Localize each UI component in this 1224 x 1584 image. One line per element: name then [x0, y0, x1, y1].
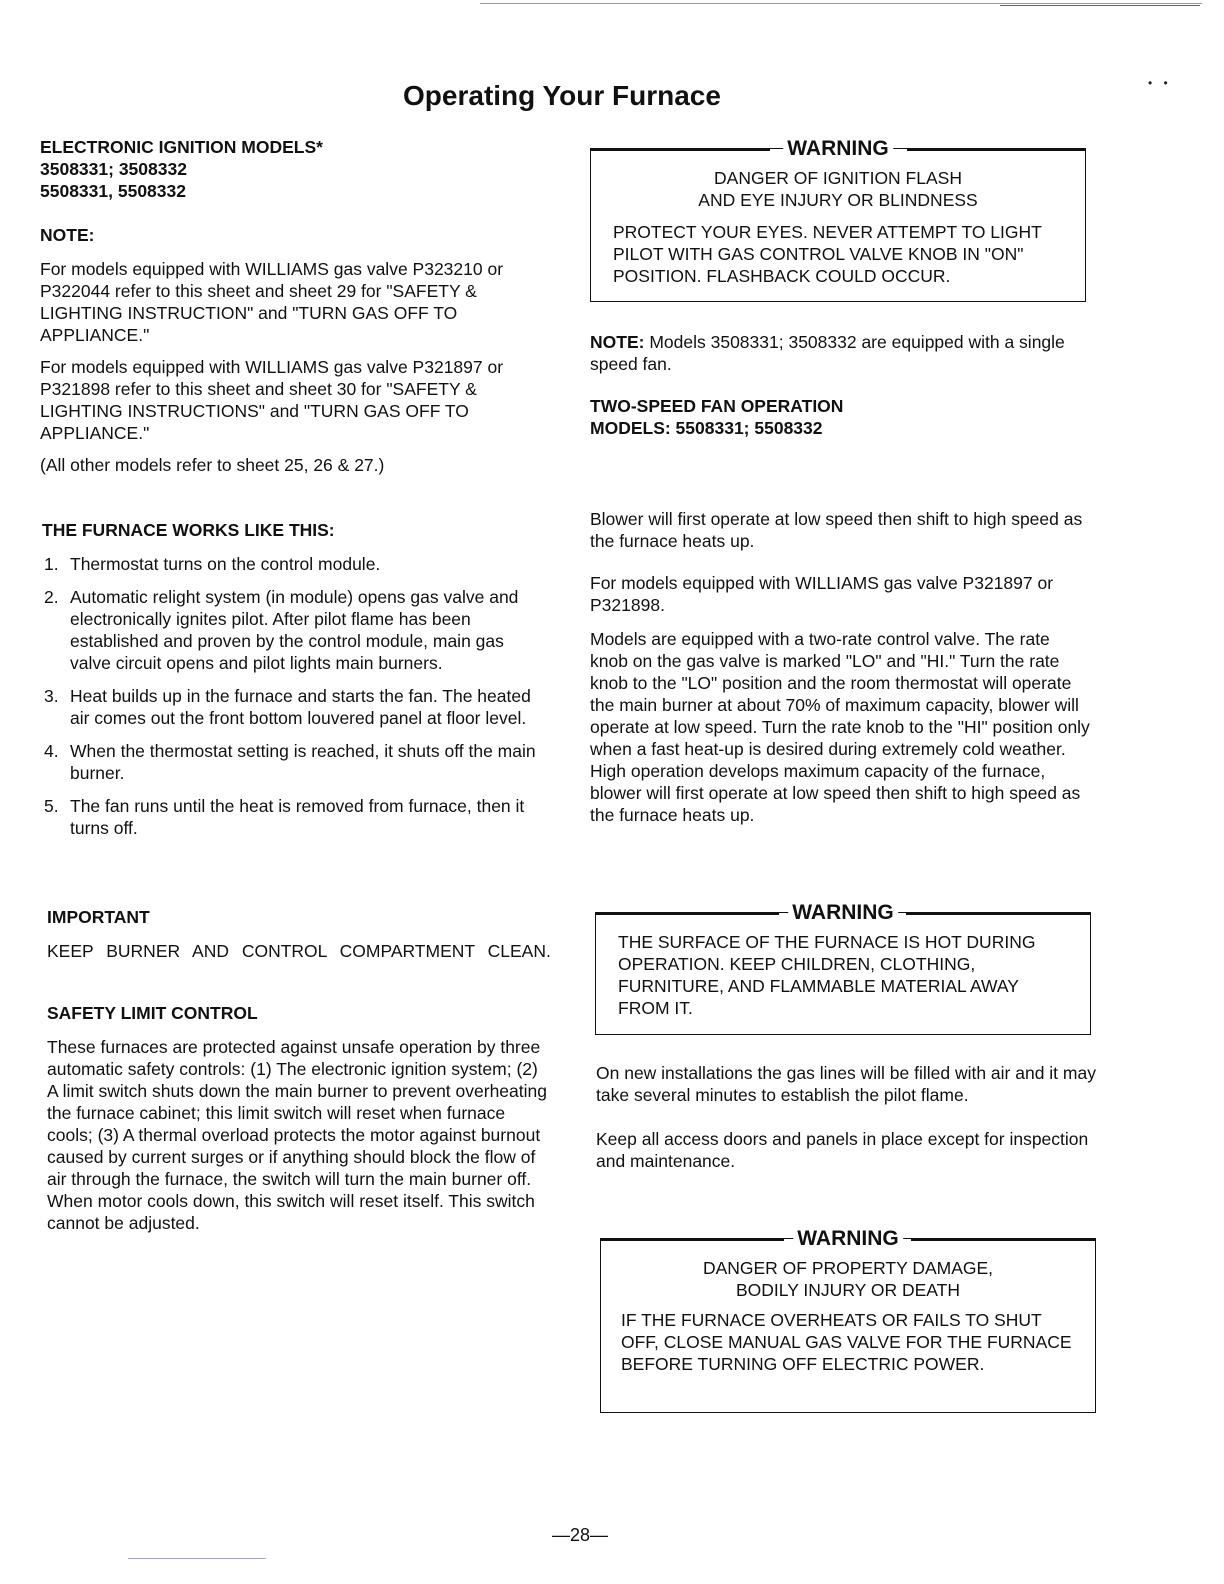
single-speed-note: NOTE: Models 3508331; 3508332 are equipped with a single speed fan.: [590, 332, 1065, 374]
left-column-top: [40, 136, 548, 476]
williams-text: For models equipped with WILLIAMS gas valve P321897 or P321898.: [590, 573, 1054, 615]
warning-label: WARNING: [783, 138, 893, 160]
warning-line-1: DANGER OF IGNITION FLASH: [714, 168, 962, 188]
important-heading: IMPORTANT: [47, 907, 150, 927]
right-column-top: [590, 331, 1090, 439]
warning-label: WARNING: [788, 902, 898, 924]
safety-heading: SAFETY LIMIT CONTROL: [47, 1003, 258, 1023]
note-label: NOTE:: [590, 332, 645, 352]
warning-header: [591, 138, 1085, 160]
corner-marks: • •: [1148, 76, 1172, 90]
top-scan-line-2: [1000, 5, 1200, 6]
warning-box-overheat: [600, 1227, 1096, 1413]
warning-header: [601, 1228, 1095, 1250]
list-item: 3. Heat builds up in the furnace and starts the fan. The heated air comes out the front bottom louvered panel at floor level.: [44, 686, 531, 728]
two-speed-heading: TWO-SPEED FAN OPERATION: [590, 396, 844, 416]
warning-body: THE SURFACE OF THE FURNACE IS HOT DURING OPERATION. KEEP CHILDREN, CLOTHING, FURNITURE, AND FLAMMABLE MATERIAL AWAY FROM IT.: [618, 932, 1036, 1018]
left-column-bottom: [47, 906, 551, 1234]
models-line-2: 5508331, 5508332: [40, 181, 186, 201]
page-number: —28—: [551, 1525, 609, 1545]
warning-label: WARNING: [793, 1228, 903, 1250]
top-scan-line: [480, 3, 1202, 4]
warning-line-2: BODILY INJURY OR DEATH: [736, 1280, 960, 1300]
steps-list: [42, 553, 548, 839]
right-column-lower: [596, 1062, 1096, 1172]
note-paragraph-2: For models equipped with WILLIAMS gas valve P321897 or P321898 refer to this sheet and sheet 30 for "SAFETY & LIGHTING INSTRUCTIONS" and "TURN GAS OFF TO APPLIANCE.": [40, 357, 504, 443]
gas-lines-text: On new installations the gas lines will be filled with air and it may take several minutes to establish the pilot flame.: [596, 1063, 1096, 1105]
warning-line-2: AND EYE INJURY OR BLINDNESS: [698, 190, 978, 210]
two-rate-text: Models are equipped with a two-rate control valve. The rate knob on the gas valve is marked "LO" and "HI." Turn the rate knob to the "LO" position and the room thermostat will operate the main burner at about 70% of maximum capacity, blower will operate at low speed. Turn the rate knob to the "HI" position only when a fast heat-up is desired during extremely cold weather. High operation develops maximum capacity of the furnace, blower will first operate at low speed then shift to high speed as the furnace heats up.: [590, 629, 1090, 825]
left-column-works: [42, 519, 548, 850]
page-title: Operating Your Furnace: [403, 80, 721, 111]
warning-box-hot-surface: [595, 901, 1091, 1035]
access-doors-text: Keep all access doors and panels in place except for inspection and maintenance.: [596, 1129, 1089, 1171]
list-item: 5. The fan runs until the heat is removed from furnace, then it turns off.: [44, 796, 525, 838]
right-column-mid: [590, 508, 1090, 826]
models-line-1: 3508331; 3508332: [40, 159, 187, 179]
list-item: 1. Thermostat turns on the control module.: [44, 554, 381, 574]
list-item: 4. When the thermostat setting is reached, it shuts off the main burner.: [44, 741, 536, 783]
safety-text: These furnaces are protected against unsafe operation by three automatic safety controls: (1) The electronic ignition system; (2) A limit switch shuts down the main burner to prevent overheating the furnace cabinet; this limit switch will reset when furnace cools; (3) A thermal overload protects the motor against burnout caused by current surges or if anything should block the flow of air through the furnace, the switch will turn the main burner off. When motor cools down, this switch will reset itself. This switch cannot be adjusted.: [47, 1037, 547, 1233]
two-speed-models: MODELS: 5508331; 5508332: [590, 418, 823, 438]
bottom-scan-line: [128, 1558, 266, 1559]
warning-body: PROTECT YOUR EYES. NEVER ATTEMPT TO LIGHT PILOT WITH GAS CONTROL VALVE KNOB IN "ON" POSITION. FLASHBACK COULD OCCUR.: [613, 222, 1042, 286]
warning-line-1: DANGER OF PROPERTY DAMAGE,: [702, 1258, 994, 1278]
note-paragraph-1: For models equipped with WILLIAMS gas valve P323210 or P322044 refer to this sheet and sheet 29 for "SAFETY & LIGHTING INSTRUCTION" and "TURN GAS OFF TO APPLIANCE.": [40, 259, 504, 345]
note-heading: NOTE:: [40, 225, 95, 245]
ei-models-heading: ELECTRONIC IGNITION MODELS*: [40, 137, 323, 157]
note-paragraph-3: (All other models refer to sheet 25, 26 & 27.): [40, 455, 385, 475]
works-heading: THE FURNACE WORKS LIKE THIS:: [42, 520, 335, 540]
warning-header: [596, 902, 1090, 924]
warning-box-ignition: [590, 137, 1086, 302]
list-item: 2. Automatic relight system (in module) opens gas valve and electronically ignites pilot. After pilot flame has been established and proven by the control module, main gas valve circuit opens and pilot lights main burners.: [44, 587, 519, 673]
important-text: KEEP BURNER AND CONTROL COMPARTMENT CLEAN.: [47, 941, 551, 961]
warning-body: IF THE FURNACE OVERHEATS OR FAILS TO SHUT OFF, CLOSE MANUAL GAS VALVE FOR THE FURNACE BEFORE TURNING OFF ELECTRIC POWER.: [621, 1310, 1072, 1374]
blower-text: Blower will first operate at low speed then shift to high speed as the furnace heats up.: [590, 509, 1083, 551]
